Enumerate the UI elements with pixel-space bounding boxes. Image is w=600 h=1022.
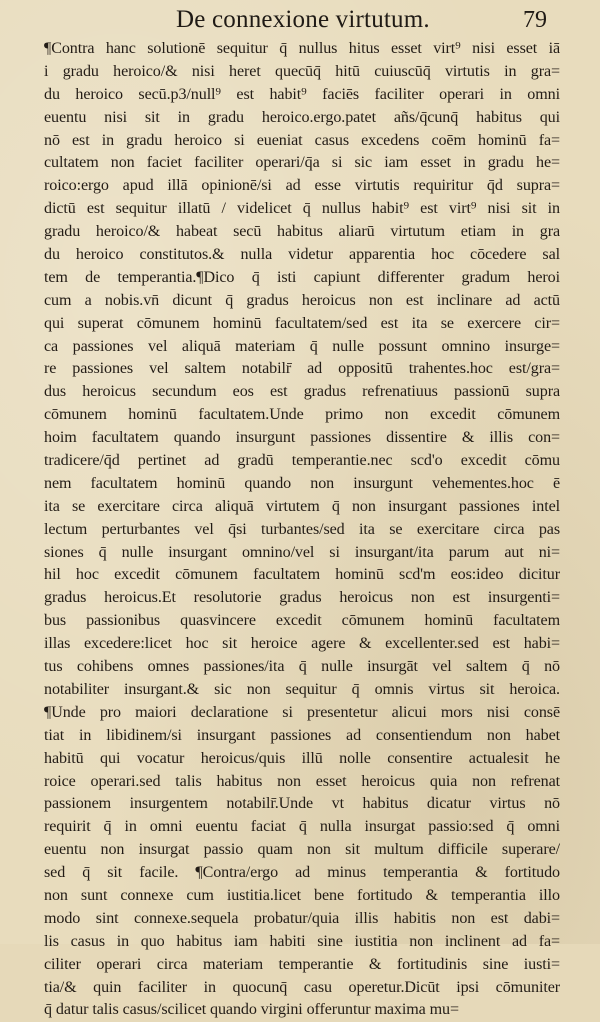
text-line: ca passiones vel aliquā materiam q̄ nulle possunt omnino insurge= xyxy=(44,337,560,355)
text-line: ¶Contra hanc solutionē sequitur q̄ nullus hitus esset virt⁹ nisi esset iā xyxy=(44,40,560,57)
text-line: q̄ datur talis casus/scilicet quando virgini offeruntur maxima mu= xyxy=(44,1001,459,1019)
text-line: nō est in gradu heroico si eueniat casus excedens coēm hominū fa= xyxy=(44,131,560,149)
text-line: tus cohibens omnes passiones/ita q̄ nulle insurgāt vel saltem q̄ nō xyxy=(44,658,560,676)
text-line: bus passionibus quasvincere excedit cōmunem hominū facultatem xyxy=(44,612,560,630)
text-line: roico:ergo apud illā opinionē/si ad esse virtutis requiritur q̄d supra= xyxy=(44,177,560,195)
text-line: illas excedere:licet hoc sit heroice agere & excellenter.sed est habi= xyxy=(44,635,560,653)
text-line: gradus heroicus.Et resolutorie gradus heroicus non est insurgenti= xyxy=(44,589,560,607)
page-header xyxy=(0,4,600,38)
text-line: cultatem non faciet faciliter operari/q̄a si sic iam esset in gradu he= xyxy=(44,154,560,172)
text-line: ¶Unde pro maiori declaratione si presentetur alicui mors nisi consē xyxy=(44,703,560,721)
text-line: cōmunem hominū facultatem.Unde primo non excedit cōmunem xyxy=(44,406,560,424)
text-line: cum a nobis.vn̄ dicunt q̄ gradus heroicus non est inclinare ad actū xyxy=(44,291,560,309)
text-line: tiat in libidinem/si insurgant passiones ad consentiendum non habet xyxy=(44,726,560,744)
text-line: roice operari.sed talis habitus non esset heroicus quia non refrenat xyxy=(44,772,560,790)
text-block xyxy=(44,38,560,1022)
text-line: du heroico constitutos.& nulla videtur apparentia hoc cōcedere sal xyxy=(44,246,560,264)
text-line: hil hoc excedit cōmunem facultatem hominū scd'm eos:ideo dicitur xyxy=(44,566,560,584)
text-line: euentu nisi sit in gradu heroico.ergo.patet añs/q̄cunq̄ habitus qui xyxy=(44,108,560,126)
text-line: re passiones vel saltem notabilr̄ ad oppositū trahentes.hoc est/gra= xyxy=(44,360,560,378)
text-line: requirit q̄ in omni euentu faciat q̄ nulla insurgat passio:sed q̄ omni xyxy=(44,818,560,836)
text-line: passionem insurgentem notabilr̄.Unde vt habitus dicatur virtus nō xyxy=(44,795,560,813)
text-line: euentu non insurgat passio quam non sit multum difficile superare/ xyxy=(44,841,560,859)
text-line: dus heroicus secundum eos est gradus refrenatiuus passionū supra xyxy=(44,383,560,401)
text-line: lectum perturbantes vel q̄si turbantes/sed ita se exercitare circa pas xyxy=(44,520,560,538)
text-line: non sunt connexe cum iustitia.licet bene fortitudo & temperantia illo xyxy=(44,886,560,904)
text-line: dictū est sequitur illatū / videlicet q̄ nullus habit⁹ est virt⁹ nisi sit in xyxy=(44,200,560,218)
text-line: habitū qui vocatur heroicus/quis illū nolle consentire actualesit he xyxy=(44,749,560,767)
text-line: gradu heroico/& habeat secū habitus aliarū virtutum etiam in gra xyxy=(44,223,560,241)
text-line: modo sint connexe.sequela probatur/quia illis habitis non est dabi= xyxy=(44,909,560,927)
text-line: du heroico secū.p3/null⁹ est habit⁹ faciēs faciliter operari in omni xyxy=(44,85,560,103)
text-line: notabiliter insurgant.& sic non sequitur q̄ omnis virtus sit heroica. xyxy=(44,680,560,698)
text-line: i gradu heroico/& nisi heret quecūq̄ hitū cuiuscūq̄ virtutis in gra= xyxy=(44,62,560,80)
text-line: ita se exercitare circa aliquā virtutem q̄ non insurgant passiones intel xyxy=(44,497,560,515)
text-line: ciliter operari circa materiam temperantie & fortitudinis sine iusti= xyxy=(44,955,560,973)
text-line: qui superat cōmunem hominū facultatem/sed est ita se exercere cir= xyxy=(44,314,560,332)
text-line: tia/& quin faciliter in quocunq̄ casu operetur.Dicūt ipsi cōmuniter xyxy=(44,978,560,996)
text-line: tem de temperantia.¶Dico q̄ isti capiunt differenter gradum heroi xyxy=(44,268,560,286)
text-line: sed q̄ sit facile. ¶Contra/ergo ad minus temperantia & fortitudo xyxy=(44,864,560,882)
text-line: lis casus in quo habitus iam habiti sine iustitia non inclinent ad fa= xyxy=(44,932,560,950)
text-line: tradicere/q̄d pertinet ad gradū temperantie.nec scd'o excedit cōmu xyxy=(44,452,560,470)
running-head: De connexione virtutum. xyxy=(176,6,430,33)
text-line: hoim facultatem quando insurgunt passiones dissentire & illis con= xyxy=(44,429,560,447)
text-line: nem facultatem hominū quando non insurgunt vehementes.hoc ē xyxy=(44,474,560,492)
text-line: siones q̄ nulle insurgant omnino/vel si insurgant/ita parum aut ni= xyxy=(44,543,560,561)
page-number: 79 xyxy=(523,7,547,33)
